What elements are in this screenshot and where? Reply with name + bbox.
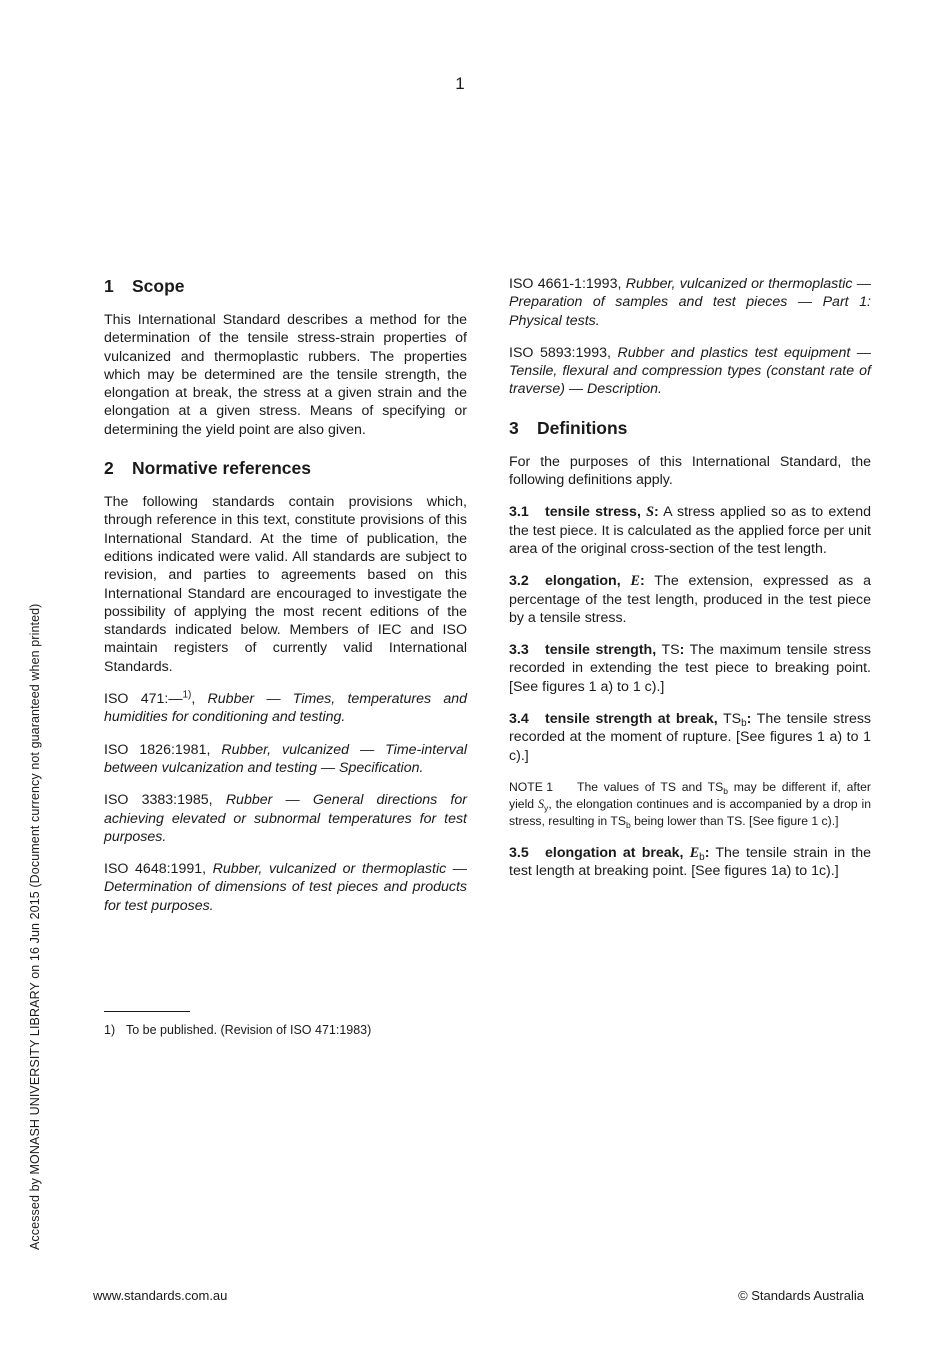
reference-iso-4648: ISO 4648:1991, Rubber, vulcanized or thermoplastic — Determination of dimensions of test pieces and products for test purposes. [104, 861, 467, 914]
definition-3-4: 3.4 tensile strength at break, $TS_b$: The tensile stress recorded at the moment of rupture. [See figures 1 a) to 1 c).] [509, 711, 872, 764]
footnote-divider [104, 1011, 190, 1012]
definitions-heading: 3 Definitions [509, 417, 628, 438]
footer-copyright: © Standards Australia [738, 1288, 864, 1303]
scope-text: This International Standard describes a method for the determination of the tensile stress-strain properties of vulcanized and thermoplastic rubbers. The properties which may be determined are the tensile strength, the elongation at break, the stress at a given strain and the elongation at a given stress. Means of specifying or determining the yield point are also given. [104, 312, 467, 438]
normative-heading: 2 Normative references [104, 458, 311, 479]
definitions-note-1: NOTE 1 The values of TS and $TS_b$ may be different if, after yield $S_y$, the elongation continues and is accompanied by a drop in stress, resulting in $TS_b$ being lower than TS. [See figure 1 c).] [509, 779, 871, 830]
reference-iso-471: ISO 471:—$^{1)}$, Rubber — Times, temperatures and humidities for conditioning and testing. [104, 689, 468, 726]
definition-3-3: 3.3 tensile strength, TS: The maximum tensile stress recorded in extending the test piece to breaking point. [See figures 1 a) to 1 c).] [509, 642, 871, 695]
reference-iso-5893: ISO 5893:1993, Rubber and plastics test equipment — Tensile, flexural and compression types (constant rate of traverse) — Description. [509, 344, 871, 398]
definition-3-2: 3.2 elongation, E: The extension, expressed as a percentage of the test length, produced in the test piece by a tensile stress. [509, 573, 871, 626]
reference-iso-3383: ISO 3383:1985, Rubber — General directions for achieving elevated or subnormal temperatures for test purposes. [104, 792, 467, 845]
left-column [104, 275, 467, 915]
right-column [509, 275, 871, 881]
definition-3-1: 3.1 tensile stress, S: A stress applied so as to extend the test piece. It is calculated as the applied force per unit area of the original cross-section of the test length. [509, 504, 871, 557]
reference-iso-4661: ISO 4661-1:1993, Rubber, vulcanized or thermoplastic — Preparation of samples and test pieces — Part 1: Physical tests. [509, 276, 871, 329]
normative-intro: The following standards contain provisions which, through reference in this text, constitute provisions of this International Standard. At the time of publication, the editions indicated were valid. All standards are subject to revision, and parties to agreements based on this International Standard are encouraged to investigate the possibility of applying the most recent editions of the standards indicated below. Members of IEC and ISO maintain registers of currently valid International Standards. [104, 494, 467, 675]
footnote: 1) To be published. (Revision of ISO 471:1983) [104, 1023, 372, 1037]
footer-website: www.standards.com.au [93, 1288, 228, 1303]
definitions-intro: For the purposes of this International Standard, the following definitions apply. [509, 453, 871, 489]
reference-iso-1826: ISO 1826:1981, Rubber, vulcanized — Time-interval between vulcanization and testing — Specification. [104, 741, 467, 776]
definition-3-5: 3.5 elongation at break, $E_b$: The tensile strain in the test length at breaking point. [See figures 1a) to 1c).] [509, 844, 871, 880]
scope-heading: 1 Scope [104, 276, 185, 296]
page-number: 1 [455, 74, 465, 93]
access-watermark: Accessed by MONASH UNIVERSITY LIBRARY on 16 Jun 2015 (Document currency not guaranteed when printed) [28, 603, 42, 1250]
